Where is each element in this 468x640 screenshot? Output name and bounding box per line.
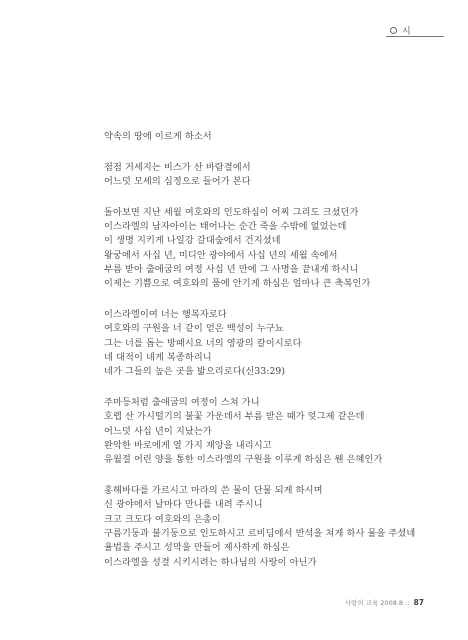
poem-line: 이스라엘의 남자아이는 태어나는 순간 죽을 수밖에 없었는데 [104, 221, 347, 233]
poem-stanza [104, 396, 434, 467]
poem-line: 이스라엘이여 너는 행복자로다 [104, 309, 227, 321]
poem-line: 부름 받아 출애굽의 여정 사십 년 만에 그 사명을 끝내게 하시니 [104, 264, 359, 276]
poem-line: 그는 너를 돕는 방패시요 너의 영광의 칼이시로다 [104, 337, 302, 349]
poem-stanza [104, 130, 434, 144]
poem-line: 호렙 산 가시떨기의 불꽃 가운데서 부름 받은 때가 엊그제 같은데 [104, 411, 365, 423]
poem-line: 유월절 어린 양을 통한 이스라엘의 구원을 이루게 하심은 웬 은혜인가 [104, 454, 383, 466]
circle-bullet-icon [390, 27, 397, 34]
poem-line: 점점 거세지는 비스가 산 바람결에서 [104, 161, 251, 173]
header-rule [386, 36, 444, 37]
section-label: 시 [402, 27, 411, 37]
poem-stanza [104, 308, 434, 379]
poem-stanza [104, 484, 434, 570]
poem-line: 크고 크도다 여호와의 은총이 [104, 513, 221, 525]
poem-stanza [104, 161, 434, 190]
poem-line: 율법을 주시고 성막을 만들어 제사하게 하심은 [104, 542, 290, 554]
poem-line: 왕궁에서 사십 년, 미디안 광야에서 사십 년의 세월 속에서 [104, 249, 338, 261]
publication-label: 사랑의 교육 2008.8 :: [344, 599, 410, 607]
poem-line: 이 생명 지키게 나일강 갈대숲에서 건지셨네 [104, 235, 281, 247]
poem-line: 여호와의 구원을 너 같이 얻은 백성이 누구뇨 [104, 323, 284, 335]
poem-line: 신 광야에서 날마다 만나를 내려 주시니 [104, 499, 263, 511]
poem-line: 완악한 바로에게 열 가지 재앙을 내리시고 [104, 440, 272, 452]
poem-body [104, 130, 434, 586]
section-header [386, 24, 444, 38]
poem-line: 주마등처럼 출애굽의 여정이 스쳐 가니 [104, 397, 260, 409]
poem-line: 이제는 기쁨으로 여호와의 품에 안기게 하심은 얼마나 큰 축복인가 [104, 278, 371, 290]
poem-line: 돌아보면 지난 세월 여호와의 인도하심이 어찌 그리도 크셨던가 [104, 206, 359, 218]
poem-stanza [104, 206, 434, 292]
poem-line: 어느덧 모세의 심정으로 들어가 본다 [104, 176, 251, 188]
page-footer [345, 598, 424, 607]
poem-line: 이스라엘을 성결 시키시려는 하나님의 사랑이 아닌가 [104, 556, 317, 568]
poem-line: 네 대적이 네게 복종하리니 [104, 352, 212, 364]
poem-line: 홍해바다를 가르시고 마라의 쓴 물이 단물 되게 하시며 [104, 485, 323, 497]
poem-line: 약속의 땅에 이르게 하소서 [104, 131, 212, 142]
poem-line: 네가 그들의 높은 곳을 밟으리로다(신33:29) [104, 366, 286, 378]
poem-line: 구름기둥과 불기둥으로 인도하시고 르비딤에서 반석을 쳐게 하사 물을 주셨네 [104, 528, 416, 540]
poem-line: 어느덧 사십 년이 지났는가 [104, 425, 212, 437]
page-number: 87 [413, 598, 424, 607]
